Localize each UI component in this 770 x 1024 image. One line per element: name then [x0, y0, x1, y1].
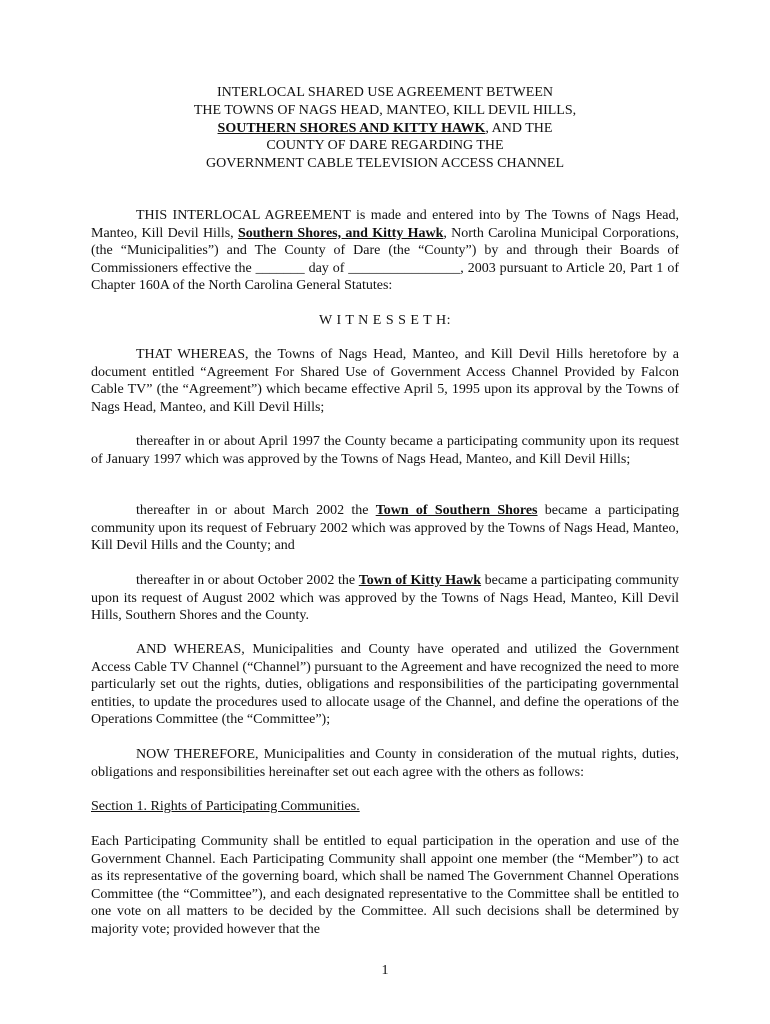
thereafter-paragraph-2 [91, 502, 679, 555]
thereafter-paragraph-3 [91, 572, 679, 625]
page-number: 1 [381, 963, 389, 978]
document-title [91, 84, 679, 173]
title-line-5: GOVERNMENT CABLE TELEVISION ACCESS CHANNEL [205, 156, 565, 172]
intro-paragraph [91, 207, 679, 295]
southern-shores-emphasis: Town of Southern Shores [375, 503, 538, 518]
title-line-2: THE TOWNS OF NAGS HEAD, MANTEO, KILL DEVIL HILLS, [193, 102, 577, 118]
thereafter-3-text-a: thereafter in or about October 2002 the [136, 573, 359, 588]
now-therefore-paragraph: NOW THEREFORE, Municipalities and County in consideration of the mutual rights, duties, obligations and responsibilities hereinafter set out each agree with the others as follows: [91, 747, 679, 780]
thereafter-2-text-b: became a participating community upon its request of February 2002 which was approved by the Towns of Nags Head, Manteo, Kill Devil Hills and the County; and [91, 503, 679, 554]
thereafter-paragraph-1: thereafter in or about April 1997 the County became a participating community upon its request of January 1997 which was approved by the Towns of Nags Head, Manteo, and Kill Devil Hills; [91, 434, 679, 467]
title-line-1: INTERLOCAL SHARED USE AGREEMENT BETWEEN [217, 85, 553, 100]
intro-parties-emphasis: Southern Shores, and Kitty Hawk [237, 225, 444, 241]
thereafter-2-text-a: thereafter in or about March 2002 the [136, 503, 376, 518]
whereas-paragraph-1: THAT WHEREAS, the Towns of Nags Head, Manteo, and Kill Devil Hills heretofore by a document entitled “Agreement For Shared Use of Government Access Channel Provided by Falcon Cable TV” (the “Agreement”) which became effective April 5, 1995 upon its approval by the Towns of Nags Head, Manteo, and Kill Devil Hills; [91, 347, 679, 415]
intro-text-b: , North Carolina Municipal Corporations, (the “Municipalities”) and The County of Dare (the “County”) by and through their Boards of Commissioners effective the _______ day of ________________, 2003 pursuant to Article 20, Part 1 of Chapter 160A of the North Carolina General Statutes: [91, 225, 679, 294]
thereafter-3-text-b: became a participating community upon its request of August 2002 which was approved by the Towns of Nags Head, Manteo, Kill Devil Hills, Southern Shores and the County. [91, 573, 679, 624]
title-line-4: COUNTY OF DARE REGARDING THE [266, 138, 504, 154]
intro-text-a: THIS INTERLOCAL AGREEMENT is made and entered into by The Towns of Nags Head, Manteo, Kill Devil Hills, [91, 208, 679, 241]
section-1-body: Each Participating Community shall be entitled to equal participation in the operation and use of the Government Channel. Each Participating Community shall appoint one member (the “Member”) to act as its representative of the governing board, which shall be named The Government Channel Operations Committee (the “Committee”), and each designated representative to the Committee shall be entitled to one vote on all matters to be decided by the Committee. All such decisions shall be determined by majority vote; provided however that the [91, 834, 679, 937]
kitty-hawk-emphasis: Town of Kitty Hawk [358, 573, 482, 588]
title-parties-emphasis: SOUTHERN SHORES AND KITTY HAWK [217, 120, 486, 136]
whereas-paragraph-2: AND WHEREAS, Municipalities and County have operated and utilized the Government Access Cable TV Channel (“Channel”) pursuant to the Agreement and have recognized the need to more particularly set out the rights, duties, obligations and responsibilities of the participating governmental entities, to update the procedures used to allocate usage of the Channel, and define the operations of the Operations Committee (the “Committee”); [91, 642, 679, 728]
title-line-3 [91, 120, 679, 138]
witnesseth-heading: W I T N E S S E T H: [318, 313, 451, 328]
section-1-heading: Section 1. Rights of Participating Communities. [91, 799, 360, 814]
title-line-3-rest: , AND THE [485, 120, 553, 136]
